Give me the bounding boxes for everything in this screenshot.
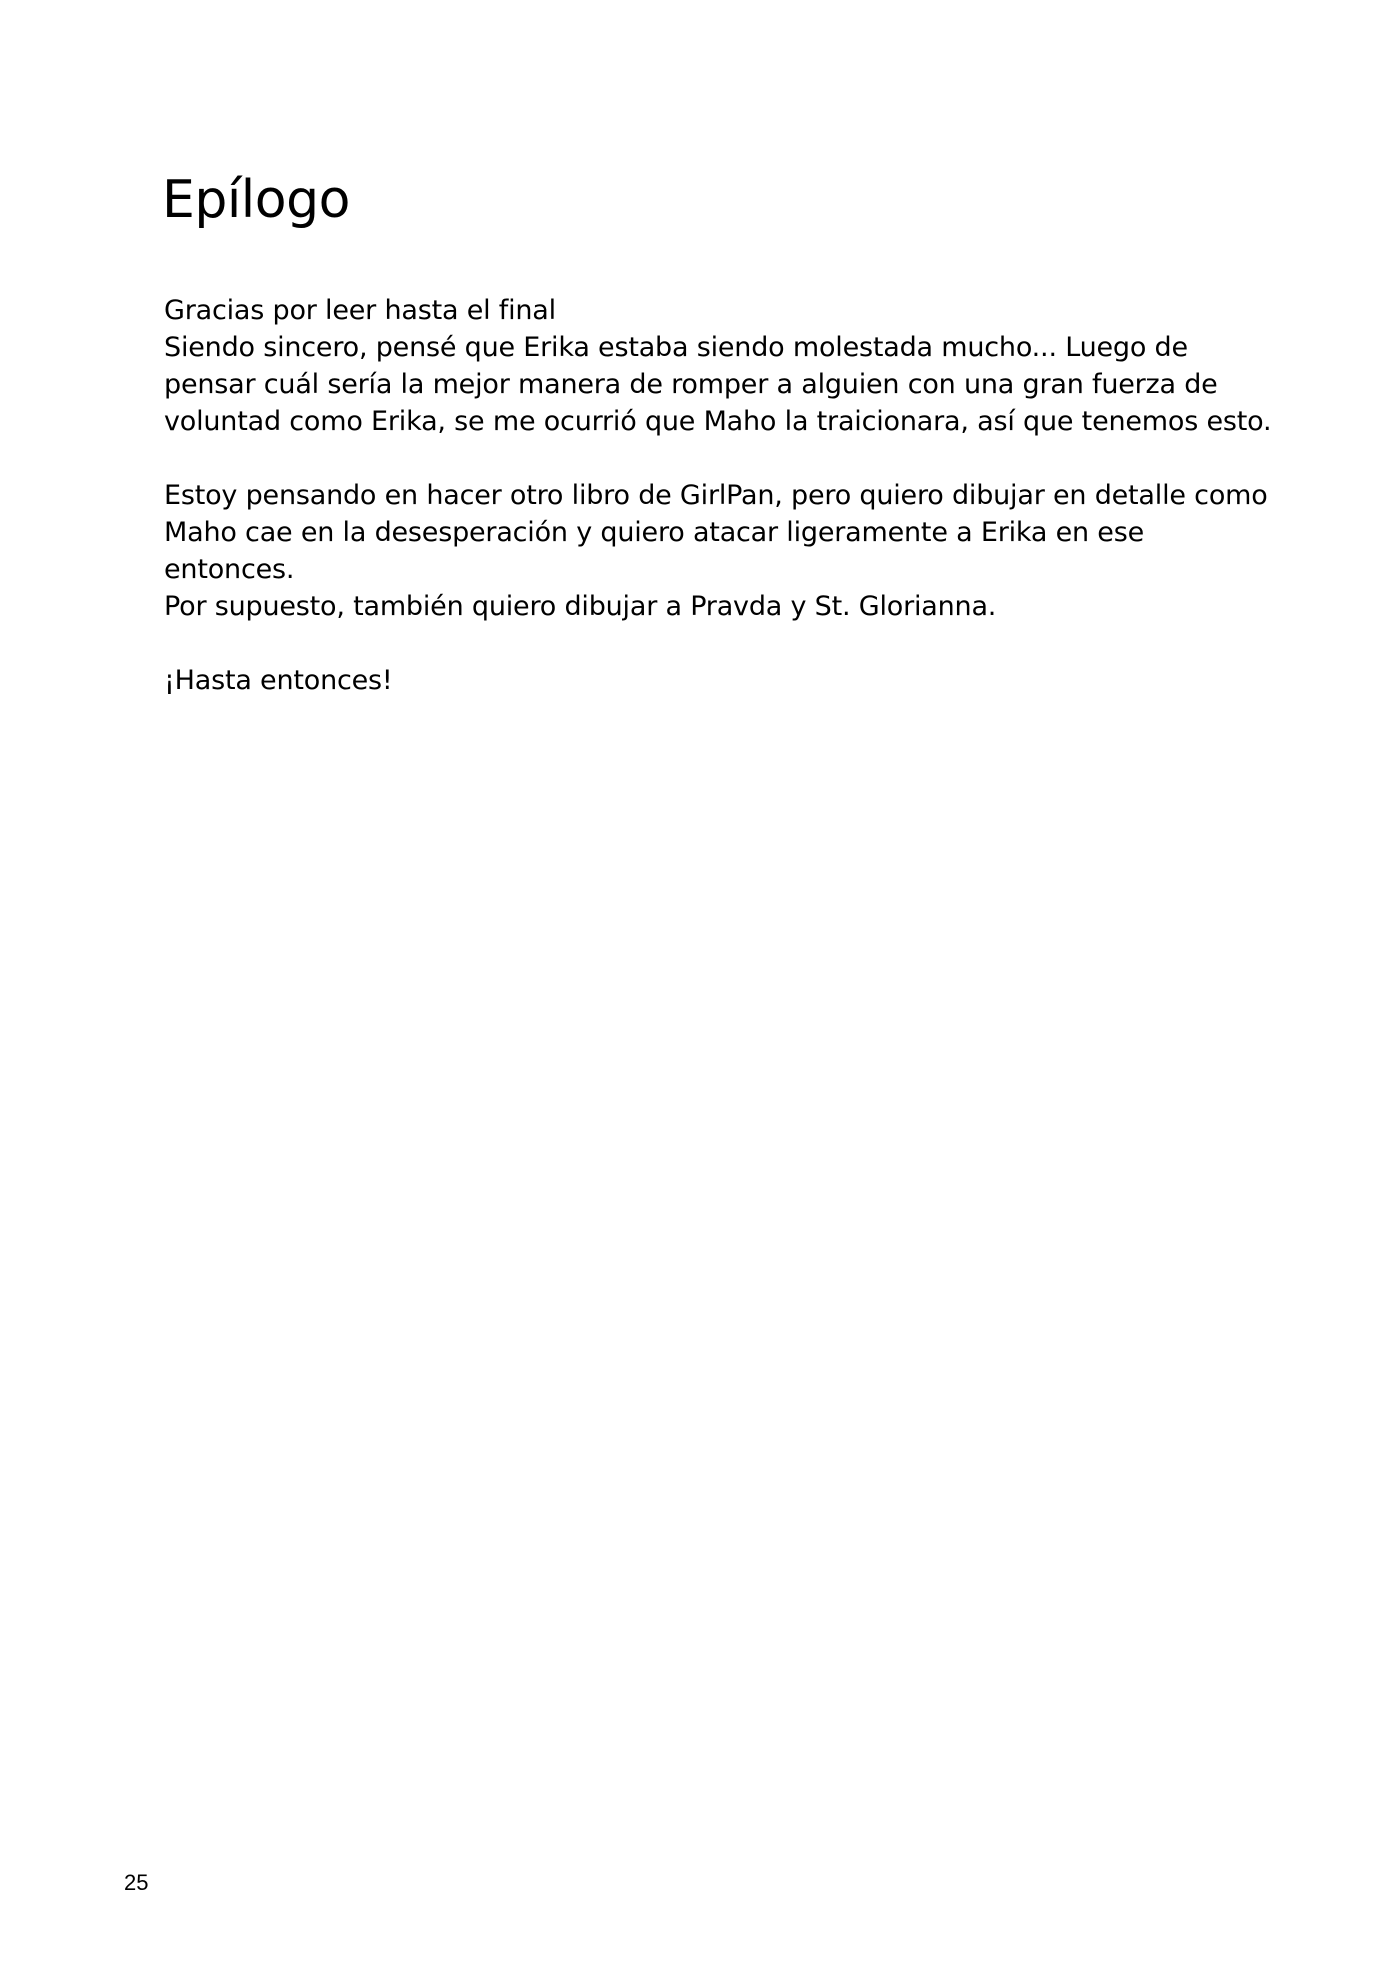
text-line: pensar cuál sería la mejor manera de romper a alguien con una gran fuerza de — [164, 369, 1218, 400]
page-title: Epílogo — [162, 170, 350, 230]
paragraph-plans — [164, 477, 1314, 625]
paragraph-farewell — [164, 662, 1314, 699]
page-number: 25 — [124, 1870, 149, 1895]
text-line: Gracias por leer hasta el final — [164, 295, 556, 326]
text-line: voluntad como Erika, se me ocurrió que Maho la traicionara, así que tenemos esto. — [164, 406, 1272, 437]
text-line: Maho cae en la desesperación y quiero atacar ligeramente a Erika en ese — [164, 517, 1144, 548]
text-line: Siendo sincero, pensé que Erika estaba siendo molestada mucho... Luego de — [164, 332, 1188, 363]
paragraph-thanks — [164, 292, 1314, 440]
text-line: Por supuesto, también quiero dibujar a Pravda y St. Glorianna. — [164, 591, 997, 622]
epilogue-text — [164, 292, 1314, 736]
text-line: Estoy pensando en hacer otro libro de GirlPan, pero quiero dibujar en detalle como — [164, 480, 1268, 511]
text-line: entonces. — [164, 554, 295, 585]
text-line: ¡Hasta entonces! — [164, 665, 393, 696]
